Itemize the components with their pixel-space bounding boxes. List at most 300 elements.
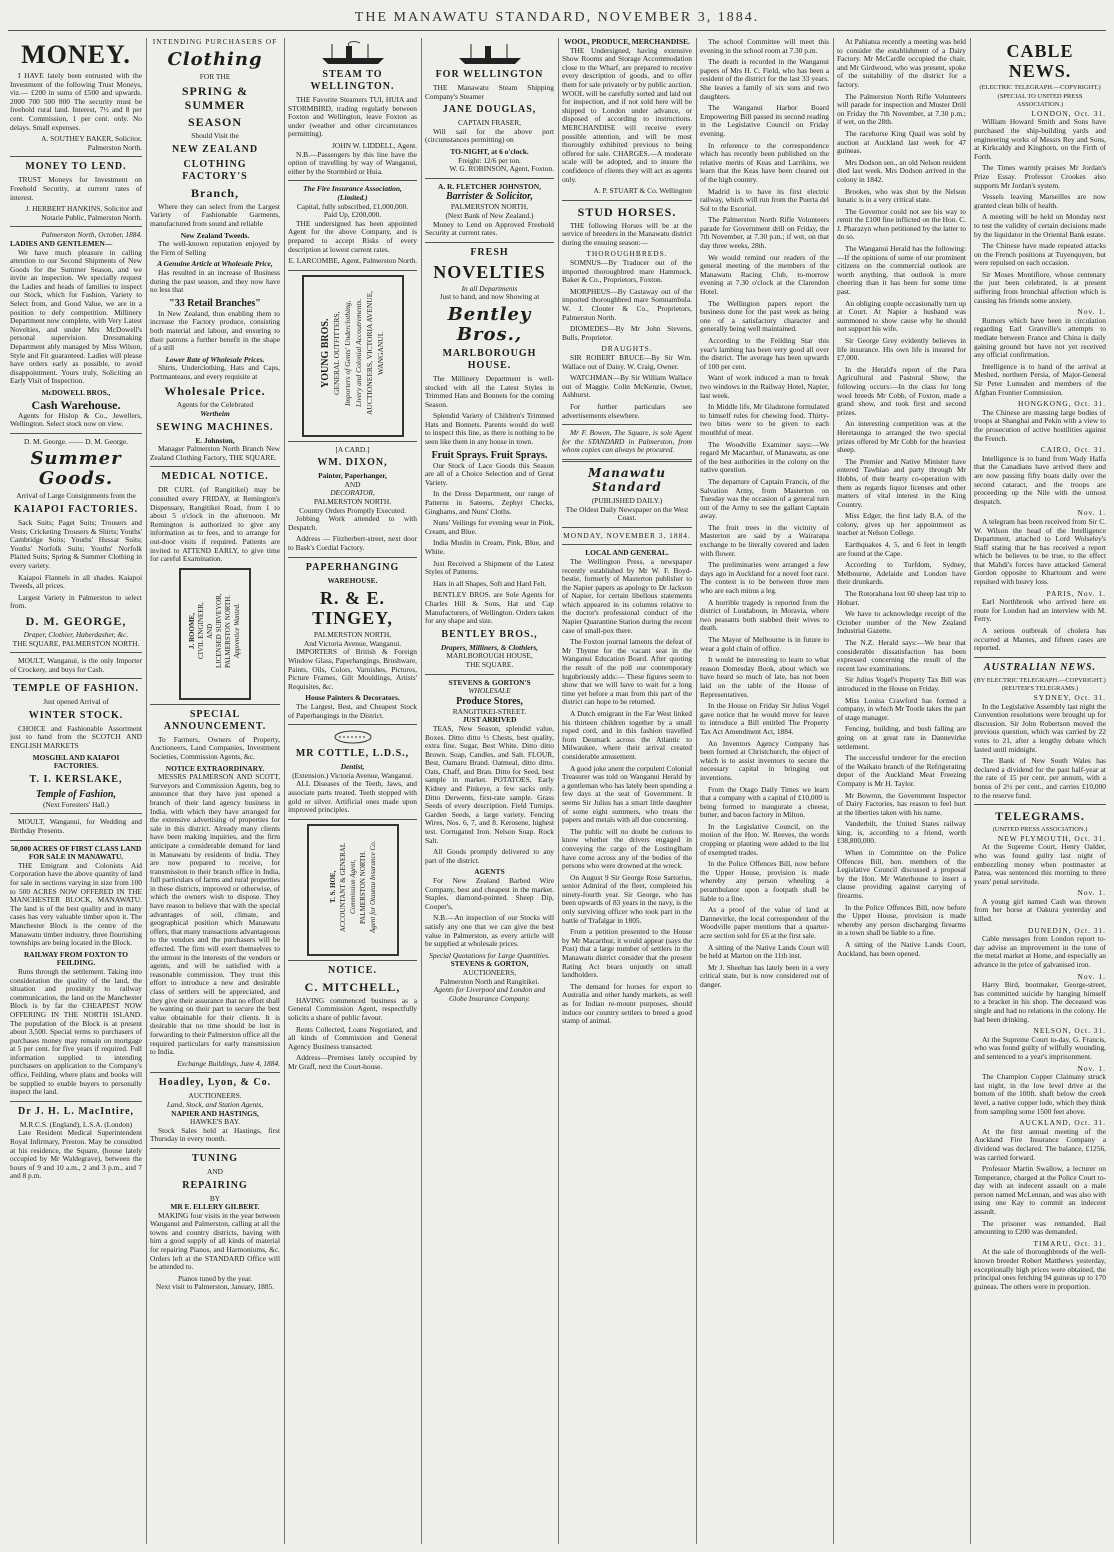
cable-para: At the first annual meeting of the Auckland Fire Insurance Company a dividend was declared. The balance, £1256, was carried forward. <box>974 1126 1106 1162</box>
address: Address — Fitzherbert-street, next door to Bask's Cordial Factory. <box>288 534 417 553</box>
news-para: As a proof of the value of land at Dannevirke, the local correspondent of the Woodville paper mentions that a quarter-acre section sold for £6 at the first sale. <box>700 905 829 940</box>
for-wellington: FOR WELLINGTON <box>435 69 544 80</box>
dateline: DUNEDIN, Oct. 31. <box>1028 925 1106 935</box>
news-para: In the Herald's report of the Para Agricultural and Pastoral Show, the following occurs:—In the class for long wool breeds Mr Cobb, of Foxton, made a grand show, and took first and second prizes. <box>837 364 966 417</box>
news-para: The Palmerston North Rifle Volunteers parade for Government drill on Friday, the 7th November, at 7.30 p.m.; if wet, on that day three weeks, 28th. <box>700 215 829 251</box>
dixon-pn: PALMERSTON NORTH. <box>313 497 392 507</box>
drapers: Drapers, Milliners, & Clothiers, <box>440 642 539 652</box>
land-stock: Land, Stock, and Station Agents, <box>166 1099 264 1109</box>
manager: Manager Palmerston North Branch New Zealand Clothing Factory, THE SQUARE. <box>150 444 280 462</box>
news-para: At Pahiatua recently a meeting was held to consider the establishment of a Dairy Factory. Mr McCardle occupied the chair, and Mr Girdwood, who was present, spoke of the suitability of the district for a factory. <box>837 38 966 89</box>
column-rule <box>970 38 971 1544</box>
news-para: The school Committee will meet this evening in the school room at 7.30 p.m. <box>700 38 829 55</box>
column-rule <box>146 38 147 1544</box>
decorator: DECORATOR, <box>330 488 375 498</box>
cable-para: Rumors which have been in circulation regarding Earl Granville's attempts to mediate between France and China is daily gaining ground but have not yet received any official confirmation. <box>974 315 1106 360</box>
mosgiel: MOSGIEL AND KAIAPOI FACTORIES. <box>32 752 120 771</box>
in-nz: In New Zealand, thus enabling them to increase the Factory produce, consisting both material and labour, and ensuring to their patrons a further benefit in the shape of a still <box>150 308 280 353</box>
repairing: REPAIRING <box>182 1179 248 1191</box>
freight: Freight: 12/6 per ton. <box>458 155 521 165</box>
marlborough: MARLBOROUGH HOUSE. <box>442 347 537 371</box>
dateline: SYDNEY, Oct. 31. <box>1033 693 1106 702</box>
agents-t: AGENTS <box>474 867 505 877</box>
local-para: A good joke anent the corpulent Colonial Treasurer was told on Wanganui Herald by a gentleman who has lately been spending a few days at the seat of Government. It seems Sir Julius has a smart little daughter of some eight summers, who treats the papers and metals with all due concerning. <box>562 763 692 825</box>
bowen: Mr F. Bowen, The Square, is sole Agent for the STANDARD in Palmerston, from whom copies can always be procured. <box>562 428 692 455</box>
column-1 <box>10 38 142 1544</box>
roome-line: Apprentice Wanted. <box>233 603 241 659</box>
premises: Address—Premises lately occupied by Mr Graff, next the Court-house. <box>288 1053 417 1071</box>
tweeds: New Zealand Tweeds. <box>180 230 250 240</box>
news-para: An interesting competition was at the Heretaunga to arranged the two special prizes offered by Mr Cobb for the heaviest sheep. <box>837 419 966 455</box>
country: Country Orders Promptly Executed. <box>299 505 406 515</box>
retail: "33 Retail Branches" <box>169 297 261 309</box>
medical-heading: MEDICAL NOTICE. <box>161 471 269 483</box>
news-para: When in Committee on the Police Offences Bill, hon. members of the Legislative Council discussed a proposal by the Hon. Mr Waterhouse to insert a clause providing against carrying of firearms. <box>837 848 966 901</box>
dateline: TIMARU, Oct. 31. <box>1033 1238 1106 1248</box>
cottle: MR COTTLE, L.D.S., <box>295 748 410 760</box>
news-para: In Middle life, Mr Gladstone formulated to himself rules for chewing food. Thirty-two bites were to be given to each mouthful of meat. <box>700 402 829 437</box>
mcdowell-shop: Cash Warehouse. <box>31 397 121 412</box>
spring-heading: SPRING & SUMMER <box>181 84 249 113</box>
somnus: SOMNUS—By Traducer out of the imported thoroughbred mare Hammock. Baker & Co., Proprietors, Foxton. <box>562 258 692 285</box>
aus-heading: AUSTRALIAN NEWS. <box>983 661 1097 673</box>
bentley-heading: Bentley Bros., <box>447 303 532 345</box>
next-visit: Next visit to Palmerston, January, 1885. <box>155 1282 275 1292</box>
cable-para: At the Supreme Court to-day, G. Francis, who was found guilty of wilfully wounding, and sentenced to a year's imprisonment. <box>974 1034 1106 1061</box>
mackintire-body: Late Resident Medical Superintendent Royal Infirmary, Preston. May be consulted at his residence, the Square, (house lately occupied by Mr Waldegrave), between the hours of 9 and 10 a.m., 2 and 3 p.m., and 7 and 8 p.m. <box>10 1128 142 1181</box>
bentley-agents: BENTLEY BROS. are Sole Agents for Charles Hill & Sons, Hat and Cap Manufacturers, of Wellington. Orders taken for any shape and size. <box>425 590 554 626</box>
special: Special Quotations for Large Quantities. <box>429 950 550 960</box>
news-para: The successful tenderer for the erection of the Waikato branch of the Refrigerating depot of the Auckland Meat Freezing Company is Mr H. Taylor. <box>837 753 966 788</box>
where-body: Where they can select from the Largest Variety of Fashionable Garments, manufactured from sound and reliable <box>150 201 280 228</box>
temple-arrival: Just opened Arrival of <box>43 697 109 707</box>
cable-para: Cable messages from London report to-day advise an improvement in the tone of the metal market at Home, and especially an advance in the price of galvanised iron. <box>974 934 1106 970</box>
millinery: The Millinery Department is well-stocked with all the Latest Styles in Trimmed Hats and Bonnets for the coming Season. <box>425 373 554 409</box>
johnston-addr: PALMERSTON NORTH, <box>450 202 529 212</box>
stevens2: STEVENS & GORTON, <box>450 959 529 969</box>
column-rule <box>558 38 559 1544</box>
napier: NAPIER AND HASTINGS, <box>171 1108 259 1118</box>
bentley2: BENTLEY BROS., <box>441 628 538 640</box>
nz-heading: NEW ZEALAND <box>171 143 259 155</box>
genuine: A Genuine Article at Wholesale Price, <box>157 259 273 269</box>
moult-body: MOULT, Wanganui, is the only Importer of Crockery, and buys for Cash. <box>10 656 142 674</box>
column-rule <box>284 38 285 1544</box>
paper-heading: PAPERHANGING <box>305 561 400 573</box>
rangitikei: RANGITIKEI-STREET. <box>452 706 527 716</box>
rents: Rents Collected, Loans Negotiated, and all kinds of Commission and General Agency Business transacted. <box>288 1024 417 1051</box>
dentist: Dentist, <box>340 762 365 772</box>
young-line: Livery and Colonial Accoutrements. <box>353 298 363 407</box>
cable-para: Intelligence is to hand of the arrival at Meshed, northern Persia, of Major-General Sir Peter Lumsden and members of the Afghan Frontier Commission. <box>974 361 1106 397</box>
dmg-role: Draper, Clothier, Haberdasher, &c. <box>23 629 129 639</box>
temple-heading: TEMPLE OF FASHION. <box>12 683 140 695</box>
news-para: The Wanganui Harbor Board Empowering Bill passed its second reading in the Legislative Council on Friday evening. <box>700 103 829 138</box>
cable-para: The Bank of New South Wales has declared a dividend for the past half-year at the rate of 15 per cent. per annum, with a bonus of 2½ per cent., and carries £10,000 to the reserve fund. <box>974 756 1106 800</box>
news-para: A sitting of the Native Lands Court will be held at Marton on the 11th inst. <box>700 942 829 961</box>
summer-flannels: Kaiapoi Flannels in all shades. Kaiapoi Tweeds, all prices. <box>10 572 142 591</box>
fire-body: THE undersigned has been appointed Agent for the above Company, and is prepared to accept Risks of every description at lowest current rates. <box>288 218 417 254</box>
notice-extra: NOTICE EXTRAORDINARY. <box>165 763 265 773</box>
summer-sub: Arrival of Large Consignments from the <box>16 491 136 501</box>
roome-line: AND <box>206 623 214 639</box>
young-line: GENERAL OUTFITTERS, <box>331 310 341 395</box>
local-para: The public will no doubt be curious to know whether the drivers engaged in conveying the cargo of the Lostinglham have come across any of the bodies of the persons who were drowned at the wreck. <box>562 826 692 871</box>
news-para: According to the Feilding Star this year's lambing has been very good all over the district. The average has been upwards of 100 per cent. <box>700 336 829 371</box>
news-para: Earthquakes 4, 5, and 6 feet in length are found at the Cape. <box>837 540 966 558</box>
cable-para: In the Legislative Assembly last night the Convention resolutions were brought up for discussion. Sir John Robertson moved the previous question, which was carried by 22 votes to 21, after a lengthy debate which lasted until midnight. <box>974 701 1106 754</box>
steam-heading: STEAM TO WELLINGTON. <box>310 69 395 92</box>
young-line: Importers of Gents' Underclothing, <box>342 299 352 406</box>
tingey-addr: And Victoria Avenue, Wanganui. <box>303 638 402 648</box>
money-body: I HAVE lately been entrusted with the Investment of the following Trust Moneys, viz.— £200 in sums of £500 and upwards. 2000 700 500 800 The security must be freehold rural land. Interest, 7½ and 8 per cent. Commission, 1 per cent. only. No delays. Small expenses. <box>10 71 142 132</box>
steamer-icon <box>455 40 525 66</box>
fire-capital: Capital, fully subscribed, £1,000,000. <box>296 201 409 211</box>
hoe-line: Agent for Otautau Insurance Co. <box>368 840 377 933</box>
diomedes: DIOMEDES—By Mr John Stevens, Bulls, Proprietor. <box>562 324 692 342</box>
notice-address: Exchange Buildings, June 4, 1884. <box>177 1058 280 1068</box>
news-para: In the Police Offences Bill, now before the Upper House, provision is made whereby any person wheeling a perambulator upon a footpath shall be liable to a fine. <box>700 859 829 903</box>
mcdowell-signature: McDOWELL BROS., <box>41 388 111 397</box>
cable-para: At the Supreme Court, Henry Oalder, who was found guilty last night of embezzling money when postmaster at Patea, was sentenced this morning to three years' penal servitude. <box>974 842 1106 886</box>
moult2: MOULT, Wanganui, for Wedding and Birthday Presents. <box>10 817 142 836</box>
column-3 <box>288 38 417 1544</box>
published: (PUBLISHED DAILY.) <box>591 495 663 505</box>
dateline: AUCKLAND, Oct. 31. <box>1019 1118 1106 1128</box>
young-line: YOUNG BROS. <box>319 317 331 388</box>
news-para: Madrid is to have its first electric railway, which will run from the Puerta del Sol to the Escorial. <box>700 186 829 213</box>
dateline: Nov. 1. <box>1077 508 1106 518</box>
dateline: PARIS, Nov. 1. <box>1046 588 1106 598</box>
and-dec: AND <box>344 479 361 489</box>
square: THE SQUARE. <box>465 659 514 669</box>
cable-para: The Chinese are massing large bodies of troops at Shanghai and Pekin with a view to the prosecution of active hostilities against the French. <box>974 407 1106 443</box>
mitchell-body: HAVING commenced business as a General Commission Agent, respectfully solicits a share of public favour. <box>288 995 417 1022</box>
cottle-body: ALL Diseases of the Teeth, Jaws, and associate parts treated. Teeth stopped with gold or silver. Artificial ones made upon improved principles. <box>288 779 417 815</box>
special-heading: SPECIAL ANNOUNCEMENT. <box>163 708 267 732</box>
news-para: The racehorse King Quail was sold by auction at Auckland last week for 47 guineas. <box>837 128 966 156</box>
stud-body: THE following Horses will be at the service of breeders in the Manawatu district during the ensuing season:— <box>562 220 692 247</box>
produce: Produce Stores, <box>456 695 523 707</box>
news-para: Sir George Grey evidently believes in life insurance. His own life is insured for £7,000. <box>837 336 966 363</box>
notice-heading: NOTICE. <box>328 964 377 976</box>
top-rule <box>8 30 1106 31</box>
acres-body: THE Emigrant and Colonists Aid Corporation have the above quantity of land for sale in sections varying in size from 100 to 500 ACRES NOW OFFERED IN THE MANCHESTER BLOCK, MANAWATU. The land is of the best quality and in many cases has very valuable timber upon it. The Manchester Block is the centre of the Manawatu timber industry, three flourishing townships are being located in the Block. <box>10 860 142 948</box>
barrister: Barrister & Solicitor, <box>446 191 533 203</box>
roome-line: LICENSED SURVEYOR, <box>215 593 223 669</box>
clothing-heading: Clothing <box>167 48 263 70</box>
hoe-card <box>307 824 399 956</box>
shipment: Just Received a Shipment of the Latest Styles of Patterns. <box>425 558 554 577</box>
column-5 <box>562 38 692 1544</box>
hoe-line: T. S. HOE, <box>328 870 337 903</box>
and: AND <box>206 1166 223 1176</box>
dateline: CAIRO, Oct. 31. <box>1040 445 1106 455</box>
temple2: Temple of Fashion, <box>36 788 116 800</box>
cable-para: Professor Martin Swallow, a lecturer on Temperance, charged at the Police Court to-day with an indecent assault on a male person named McLennan, and was also with using one Kay to commit an indecent assault. <box>974 1164 1106 1217</box>
tingey-pn: PALMERSTON NORTH, <box>313 630 392 640</box>
all-dept: In all Departments <box>461 283 518 293</box>
for-the: FOR THE <box>199 71 231 81</box>
local-para: On August 9 Sir George Rose Sartorius, senior Admiral of the fleet, completed his ninety-fourth year. Sir George, who has been upwards of 83 years in the navy, is the only surviving officer who took part in the battle of Trafalgar in 1805. <box>562 872 692 925</box>
largest: The Largest, Best, and Cheapest Stock of Paperhangings in the District. <box>288 701 417 720</box>
larcombe: E. LARCOMBE, Agent, Palmerston North. <box>288 256 417 266</box>
dateline: Nov. 1. <box>1077 1063 1106 1073</box>
news-para: A horrible tragedy is reported from the district of Loudaboun, in Moravia, where two peasants both stabbed their wives to death. <box>700 597 829 633</box>
shirts: Shirts, Underclothing, Hats and Caps, Portmanteaus, and every requisite at <box>150 363 280 381</box>
stud-heading: STUD HORSES. <box>577 204 677 219</box>
cable-para: Intelligence is to hand from Wady Halfa that the Canadians have arrived there and are now passing fifty boats daily over the second cataract, and the troops are proceeding up the Nile with the utmost despatch. <box>974 453 1106 506</box>
news-para: The Rotorahana lost 60 sheep last trip to Hobart. <box>837 589 966 607</box>
nuns: Nuns' Veilings for evening wear in Pink, Cream, and Blue. <box>425 518 554 536</box>
news-para: The Palmerston North Rifle Volunteers will parade for inspection and Muster Drill on Friday the 7th November, at 7.30 p.m.; if wet, on the 28th. <box>837 91 966 127</box>
jobbing: Jobbing Work attended to with Despatch. <box>288 514 417 532</box>
news-para: The fruit trees in the vicinity of Masterton are said by a Wairarapa exchange to be literally covered and laden with flower. <box>700 522 829 558</box>
auct: AUCTIONEERS, <box>462 967 517 977</box>
cottle-addr: (Extension.) Victoria Avenue, Wanganui. <box>292 770 413 780</box>
fire-paid: Paid Up, £200,000. <box>323 210 382 220</box>
wertheim: Wertheim <box>200 409 230 419</box>
money-signature: A. SOUTHEY BAKER, Solicitor, Palmerston North. <box>41 134 142 152</box>
making: MAKING four visits in the year between Wanganui and Palmerston, calling at all the towns and country districts, having with him a good supply of all kinds of material for repairing Pianos, and Harmoniums, &c. Orders left at the STANDARD Office will be attended to. <box>150 1210 280 1272</box>
house-painters: House Painters & Decorators. <box>305 693 400 703</box>
wholesale: Wholesale Price. <box>164 384 266 399</box>
acres-heading: 50,000 ACRES OF FIRST CLASS LAND FOR SALE IN MANAWATU. <box>10 843 142 862</box>
a-card: [A CARD.] <box>335 444 370 454</box>
roome-line: J. ROOME, <box>188 612 196 649</box>
tuned: Pianos tuned by the year. <box>177 1273 253 1283</box>
cable-para: A young girl named Cash was thrown from her horse at Oakura yesterday and killed. <box>974 896 1106 924</box>
fire-heading: The Fire Insurance Association, (Limited.) <box>303 184 402 202</box>
roome-card <box>179 568 251 700</box>
mackintire-degree: M.R.C.S. (England), L.S.A. (London) <box>19 1119 133 1129</box>
johnston-money: Money to Lend on Approved Freehold Security at current rates. <box>425 219 554 238</box>
hoadley: Hoadley, Lyon, & Co. <box>158 1077 272 1089</box>
news-para: Vanderbilt, the United States railway king, is, according to a friend, worth £38,800,000. <box>837 819 966 846</box>
telegrams-heading: TELEGRAMS. <box>995 809 1085 824</box>
news-para: Miss Edger, the first lady B.A. of the colony, gives up her appointment as teacher at Nelson College. <box>837 511 966 538</box>
well-known: The well-known reputation enjoyed by the Firm of Selling <box>150 239 280 257</box>
hoe-line: PALMERSTON NORTH. <box>358 850 367 924</box>
news-para: We would remind our readers of the general meeting of the members of the Manawatu Racing Club, to-morrow evening at 7.30 o'clock at the Clarendon Hotel. <box>700 252 829 297</box>
news-para: Fencing, building, and bush falling are going on at great rate in Dannevirke settlement. <box>837 724 966 751</box>
further: For further particulars see advertisements elsewhere. <box>562 401 692 420</box>
news-para: An obliging couple occasionally turn up at Court. At Napier a husband was summoned to show cause why he should not support his wife. <box>837 298 966 334</box>
steam-body: THE Favorite Steamers TUI, HUIA and STORMBIRD, trading regularly between Foxton and Wellington, leave Foxton as under (weather and other circumstances permitting). <box>288 95 417 139</box>
news-para: The Governor could not see his way to remit the £100 fine inflicted on the Hon. C. J. Pharazyn when petitioned by the latter to do so. <box>837 206 966 242</box>
fruit: Fruit Sprays. Fruit Sprays. <box>431 449 548 461</box>
all-goods: All Goods promptly delivered to any part of the district. <box>425 847 554 865</box>
produce-list: TEAS, New Season, splendid value, Boxes. Ditto ditto ½ Chests, best quality, extra fine. Sugar, Best White. Ditto ditto Brown. Soap, Candles, and Salt. FLOUR, Best, Oamaru Brand. Oatmeal, ditto ditto. Oats, Chaff, and Bran. Ditto for Seed, best sample in market. POTATOES, Early Kidney and Pinkeye, a few sacks only. Ditto Derwents, first-rate sample. Grass Seeds of every description. Field Turnips. Garden Seeds, a large variety. Fencing Wires, Nos. 6, 7, and 8. Kerosene, highest test. Corrugated Iron. Nelson Soap. Rock Salt. <box>425 723 554 845</box>
george-header: D. M. George. —— D. M. George. <box>23 436 128 446</box>
special-body: To Farmers, Owners of Property, Auctioneers, Land Companies, Investment Societies, Commission Agents, &c. <box>150 734 280 761</box>
watchman: WATCHMAN—By Sir William Wallace out of Maggie. Colin McKenzie, Owner, Ashhurst. <box>562 373 692 400</box>
novelties: NOVELTIES <box>433 261 546 282</box>
roome-line: CIVIL ENGINEER, <box>197 602 205 660</box>
dateline: Nov. 1. <box>1077 307 1106 317</box>
summer-heading: Summer Goods. <box>30 448 122 490</box>
lower: Lower Rate of Wholesale Prices. <box>165 354 265 364</box>
dateline: NEW PLYMOUTH, Oct. 31. <box>997 833 1106 843</box>
summer-list: Sack Suits; Paget Suits; Trousers and Vests; Cricketing Trousers & Shirts; Youths' Cambridge Suits; Youths' Hussar Suits; Youths' Norfolk Suits; Youths' Norfolk Plaited Suits; Spring & Summer Clothing in every variety. <box>10 517 142 570</box>
branch-heading: Branch, <box>190 185 239 200</box>
johnston: E. Johnston, <box>195 435 235 445</box>
news-para: An Inventors Agency Company has been formed at Christchurch, the object of which is to assist inventors to secure the necessary capital in bringing out inventions. <box>700 738 829 782</box>
news-para: Brookes, who was shot by the Nelson lunatic is in a very critical state. <box>837 186 966 205</box>
johnston-name: A. R. FLETCHER JOHNSTON, <box>438 181 541 191</box>
money-heading: MONEY. <box>21 40 131 69</box>
young-line: AUCTIONEERS, VICTORIA AVENUE, WANGANUI. <box>364 290 385 415</box>
column-6 <box>700 38 829 1544</box>
news-para: Mr Bowron, the Government Inspector of Dairy Factories, has reason to feel hurt at the liberties taken with his name. <box>837 790 966 817</box>
news-para: It would be interesting to learn to what reason Domesday Book, about which we have heard so much of late, has not been laid on the table of the House of Representatives. <box>700 655 829 699</box>
news-para: According to Turfdom, Sydney, Melbourne, Adelaide and London have their drunkards. <box>837 560 966 587</box>
news-para: A sitting of the Native Lands Court, Auckland, has been opened. <box>837 940 966 958</box>
column-4 <box>425 38 554 1544</box>
season-heading: SEASON <box>187 115 243 130</box>
agents-lv: Agents for Liverpool and London and Globe Insurance Company. <box>433 985 546 1003</box>
thoroughbreds: THOROUGHBREDS. <box>586 249 668 259</box>
just-hand: Just to hand, and now Showing at <box>439 292 540 302</box>
cable-para: The Times warmly praises Mr Jordan's Prize Essay. Professor Crookes also supports Mr Jordan's system. <box>974 163 1106 190</box>
mcdowell-agents: Agents for Hislop & Co., Jewellers, Wellington. Select stock now on view. <box>10 410 142 429</box>
sewing: SEWING MACHINES. <box>156 421 274 433</box>
warehouse: WAREHOUSE. <box>327 575 378 585</box>
mcdowell-date: Palmerston North, October, 1884. <box>41 230 142 240</box>
hoe-line: Commission Agent, <box>348 859 357 914</box>
draughts: DRAUGHTS. <box>601 344 653 354</box>
robinson: W. G. ROBINSON, Agent, Foxton. <box>449 164 554 174</box>
kerslake: T. I. KERSLAKE, <box>29 773 123 785</box>
news-para: The Premier and Native Minister have entered Tawhiao and party through Mr Hobbs, of their hearty co-operation with them as regards liquor licenses and other matters of vital interest in the King Country. <box>837 456 966 509</box>
news-para: Mrs Dodson sen., an old Nelson resident died last week. Mrs Dodson arrived in the colony in 1842. <box>837 157 966 184</box>
news-para: From the Otago Daily Times we learn that a company with a capital of £10,000 is being formed to inaugurate a cheese, butter, and bacon factory in Milton. <box>700 784 829 820</box>
column-2 <box>150 38 280 1544</box>
dixon: WM. DIXON, <box>317 457 388 469</box>
cable-para: William Howard Smith and Sons have purchased the ship-building yards and engineering works of Messrs Rey and Sons, at Kirkcaldy and Kinghorn, on the Firth of Forth. <box>974 117 1106 161</box>
mackintire-name: Dr J. H. L. MacIntire, <box>17 1105 135 1117</box>
column-rule <box>833 38 834 1544</box>
cable-para: Earl Northbrook who arrived here en route for London had an interview with M. Ferry. <box>974 597 1106 624</box>
medical-body: DR CURL (of Rangitikei) may be consulted every FRIDAY, at Remington's Dispensary, Rangitikei Road, from 1 to about 5 o'clock in the afternoon. Mr Remington is authorized to give any information as to fees, and to arrange for out-door visits if required. Patients are invited to ATTEND EARLY, to give time for careful Examination. <box>150 485 280 564</box>
mcdowell-body: We have much pleasure in calling attention to our Second Shipments of New Goods for the Summer Season, and we invite an inspection. We specially request the Ladies and heads of families to inspect our Stock, which for Fashion, Variety to Select from, and Good Value, we are in a position to defy competition. Millinery Department now complete, with Very Latest Novelties, and under Mrs McDowell's personal supervision. Dressmaking Department ably managed by Miss Wilson, Style and Fit guaranteed. Ladies will please have orders early as possible, to avoid disappointment. Yours truly, Soliciting an Early Visit of Inspection. <box>10 247 142 386</box>
lend-signature: J. HERBERT HANKINS, Solicitor and Notarie Public, Palmerston North. <box>25 204 142 222</box>
cable-para: The prisoner was remanded. Bail amounting to £200 was demanded. <box>974 1218 1106 1237</box>
dateline: Nov. 1. <box>1077 971 1106 981</box>
winter-heading: WINTER STOCK. <box>28 709 124 721</box>
news-para: In reference to the correspondence which has recently been published on the relative merits of Keas and Larrikins, we learn that the Keas have been cleared out of the high country. <box>700 140 829 184</box>
mcdowell-greeting: LADIES AND GENTLEMEN— <box>10 238 113 248</box>
date-line: MONDAY, NOVEMBER 3, 1884. <box>563 530 691 540</box>
dentures-icon <box>333 729 373 745</box>
cable-para: A serious outbreak of cholera has occurred at Mantes, and fifteen cases are reported. <box>974 626 1106 653</box>
wool-body: THE Undersigned, having extensive Show Rooms and Storage Accommodation close to the Wharf, are prepared to receive every description of goods, and to offer them for sale privately or by public auction. WOOL will be carefully sorted and laid out for inspection, and if not sold here will be shipped to London under advance, or disposed of according to instructions. MERCHANDISE will receive every possible attention, and will be most thoroughly exhibited previous to being offered for sale. CHARGES.—A moderate scale will be adopted, and to insure the confidence of clients they will act as agents only. <box>562 45 692 184</box>
local-para: The Foxton journal laments the defeat of Mr Thynne for the vacant seat in the Wanganui Education Board. After quoting the result of the poll our contemporary lugubriously adds:— These figures seem to show that we will have to wait for a long time yet before a man from this part of the district can hope to be returned. <box>562 637 692 707</box>
local-para: A Dutch emigrant in the Far West linked his thirteen children together by a small roped cord, and in this fashion travelled from Denmark across the Atlantic to Milwaukee, where their arrival created considerable amusement. <box>562 709 692 761</box>
railway-heading: RAILWAY FROM FOXTON TO FEILDING. <box>23 949 129 968</box>
young-bros-card <box>302 275 404 437</box>
tonight: TO-NIGHT, at 6 o'clock. <box>450 146 529 156</box>
news-para: In the House on Friday Sir Julius Vogel gave notice that he would move for leave to introduce a Bill entitled The Property Tax Act Amendment Act, 1884. <box>700 701 829 736</box>
should-visit: Should Visit the <box>191 131 239 141</box>
cable-para: A telegram has been received from Sir C. W. Wilson the head of the Intelligence Department, attached to Lord Wolseley's Staff stating that he has received a report which he believes to be true, to the effect that Mahdi's forces have attacked General Gordon opposite to Khartoum and were repulsed with heavy loss. <box>974 516 1106 587</box>
news-para: The death is recorded in the Wanganui papers of Mrs H. C. Field, who has been a resident of the district for the last 33 years. She leaves a family of six sons and two daughters. <box>700 57 829 101</box>
news-para: In the Police Offences Bill, now before the Upper House, provision is made whereby any person discharging firearms in a town shall be liable to a fine. <box>837 902 966 938</box>
news-para: The Wanganui Herald has the following:—If the opinions of some of our prominent citizens on the commercial outlook are worth anything, that outlook is more cheering than it has been for some time past. <box>837 244 966 297</box>
splendid: Splendid Variety of Children's Trimmed Hats and Bonnets. Parents would do well to inspect this line, as there is nothing to be seen like them in any house in town. <box>425 411 554 447</box>
dmg-address: THE SQUARE, PALMERSTON NORTH. <box>12 638 140 648</box>
factory-heading: CLOTHING FACTORY'S <box>182 158 248 182</box>
wool-heading: WOOL, PRODUCE, MERCHANDISE. <box>564 38 690 46</box>
local-heading: LOCAL AND GENERAL. <box>585 548 669 558</box>
mitchell: C. MITCHELL, <box>304 979 401 994</box>
summer-largest: Largest Variety in Palmerston to select from. <box>10 592 142 611</box>
dateline: Nov. 1. <box>1077 888 1106 898</box>
agents-for: Agents for the Celebrated <box>176 400 254 410</box>
wholesale: WHOLESALE <box>468 686 511 696</box>
cable-para: At the sale of thoroughbreds of the well-known breeder Robert Matthews yesterday, exceptionally high prices were obtained, the principal ones fetching 94 guineas up to 170 guineas. The others were in proportion. <box>974 1247 1106 1291</box>
cable-para: The Champion Copper Claimany struck last night, in the low level drive at the bottom of the 100ft. shaft below the creek level, a native copper lode, which they think from sampling some 1500 feet above. <box>974 1072 1106 1116</box>
column-8 <box>974 38 1106 1544</box>
railway-body: Runs through the settlement. Taking into consideration the quality of the land, the situation and proximity to railway communication, the land on the Manchester Block is by far the CHEAPEST NOW OFFERING IN THE NORTH ISLAND. The population of the Block is at present about 3,500. Special terms to purchasers of purchases money may remain on mortgage at 5 per cent. for five years if required. Full information supplied to intending purchasers on application to the Company's office, Feilding, where plans and books will be supplied to enable buyers to personally inspect the land. <box>10 966 142 1097</box>
marlborough2: MARLBOROUGH HOUSE, <box>446 651 533 661</box>
dress: In the Dress Department, our range of Patterns in Sateens, Zephyr Checks, Ginghams, and Nuns' Cloths. <box>425 489 554 516</box>
agents-body: For New Zealand Barbed Wire Company, best and cheapest in the market. Staples, diamond-pointed. Sheep Dip, Cooper's, <box>425 876 554 911</box>
jane: JANE DOUGLAS, <box>442 104 537 116</box>
dmg-name: D. M. GEORGE, <box>25 613 127 628</box>
will-sail: Will sail for the above port (circumstances permitting) on <box>425 126 554 145</box>
standard-title: Manawatu Standard <box>588 465 666 494</box>
lend-body: TRUST Moneys for Investment on Freehold Security, at current rates of interest. <box>10 175 142 202</box>
resulted: Has resulted in an increase of Business during the past season, and they now have no less that <box>150 267 280 295</box>
sir-robert: SIR ROBERT BRUCE—By Sir Wm. Wallace out of Daisy. W. Craig, Owner. <box>562 353 692 371</box>
captain: CAPTAIN FRASER, <box>457 118 522 128</box>
lend-heading: MONEY TO LEND. <box>25 161 127 173</box>
local-para: The Wellington Press, a newspaper recently established by Mr W. F. Boyd-bestie, formerly of Masterton publisher to the Napier papers as apology to Dr Jackson of Napier, for certain libellous statements which appeared in its columns relative to the doctor's professional conduct of the Napier Quarantine Station during the recent case of small-pox there. <box>562 556 692 635</box>
masthead: THE MANAWATU STANDARD, NOVEMBER 3, 1884. <box>354 10 760 25</box>
johnston-addr2: (Next Bank of New Zealand.) <box>445 210 534 220</box>
dateline: HONGKONG, Oct. 31. <box>1018 399 1106 409</box>
local-para: From a petition presented to the House by Mr Macarthur, it would appear (says the Post) that a large number of settlers in the Manawatu district consider that the present Rating Act bears unjustly on small landholders. <box>562 927 692 980</box>
painter: Painter, Paperhanger, <box>318 471 387 481</box>
cable-para: Sir Moses Montifiore, whose centenary the just been celebrated, is at present suffering from bronchial affection which is causing his friends some anxiety. <box>974 269 1106 305</box>
dateline: LONDON, Oct. 31. <box>1031 108 1106 118</box>
news-para: Miss Louisa Crawford has formed a company, in which Mr Tootle takes the part of stage manager. <box>837 695 966 722</box>
by: BY <box>209 1193 221 1203</box>
cable-heading: CABLE NEWS. <box>1006 41 1074 81</box>
dateline: NELSON, Oct. 31. <box>1033 1026 1106 1036</box>
cable-sub: (ELECTRIC TELEGRAPH.—COPYRIGHT.) (SPECIAL TO UNITED PRESS ASSOCIATION.) <box>979 84 1101 109</box>
hoe-line: ACCOUNTANT & GENERAL <box>338 842 347 932</box>
intending: INTENDING PURCHASERS OF <box>152 38 278 46</box>
cable-para: The Chinese have made repeated attacks on the French positions at Tuyenquyen, but were repulsed on each occasion. <box>974 241 1106 268</box>
news-para: In the Legislative Council, on the motion of the Hon. W. Reeves, the words cropping or planting were added to the list of exempted trades. <box>700 821 829 857</box>
fresh: FRESH <box>470 246 509 258</box>
hawkes: HAWKE'S BAY. <box>189 1117 241 1127</box>
tuning: TUNING <box>191 1152 238 1164</box>
cable-para: Vessels leaving Marseilles are now granted clean bills of health. <box>974 192 1106 210</box>
foresters: (Next Foresters' Hall.) <box>43 799 109 809</box>
kaiapoi-heading: KAIAPOI FACTORIES. <box>13 503 139 515</box>
wsc-body: THE Manawatu Steam Shipping Company's Steamer <box>425 83 554 101</box>
tingey-body: IMPORTERS of British & Foreign Window Glass, Paperhangings, Brushware, Paints, Oils, Colors, Varnishes, Pictures, Picture Frames, Gilt Mouldings, Artists' Requisites, &c. <box>288 647 417 691</box>
cable-para: Harry Bird, bootmaker, George-street, has committed suicide by hanging himself to a bracket in his shop. The deceased was single and had no relations in the colony. He had been drinking. <box>974 980 1106 1024</box>
steamer-icon <box>318 40 388 66</box>
hats: Hats in all Shapes, Soft and Hard Felt. <box>433 578 547 588</box>
stevens: STEVENS & GORTON'S <box>448 677 531 687</box>
news-para: We have to acknowledge receipt of the October number of the New Zealand Industrial Gazette. <box>837 609 966 636</box>
column-7 <box>837 38 966 1544</box>
